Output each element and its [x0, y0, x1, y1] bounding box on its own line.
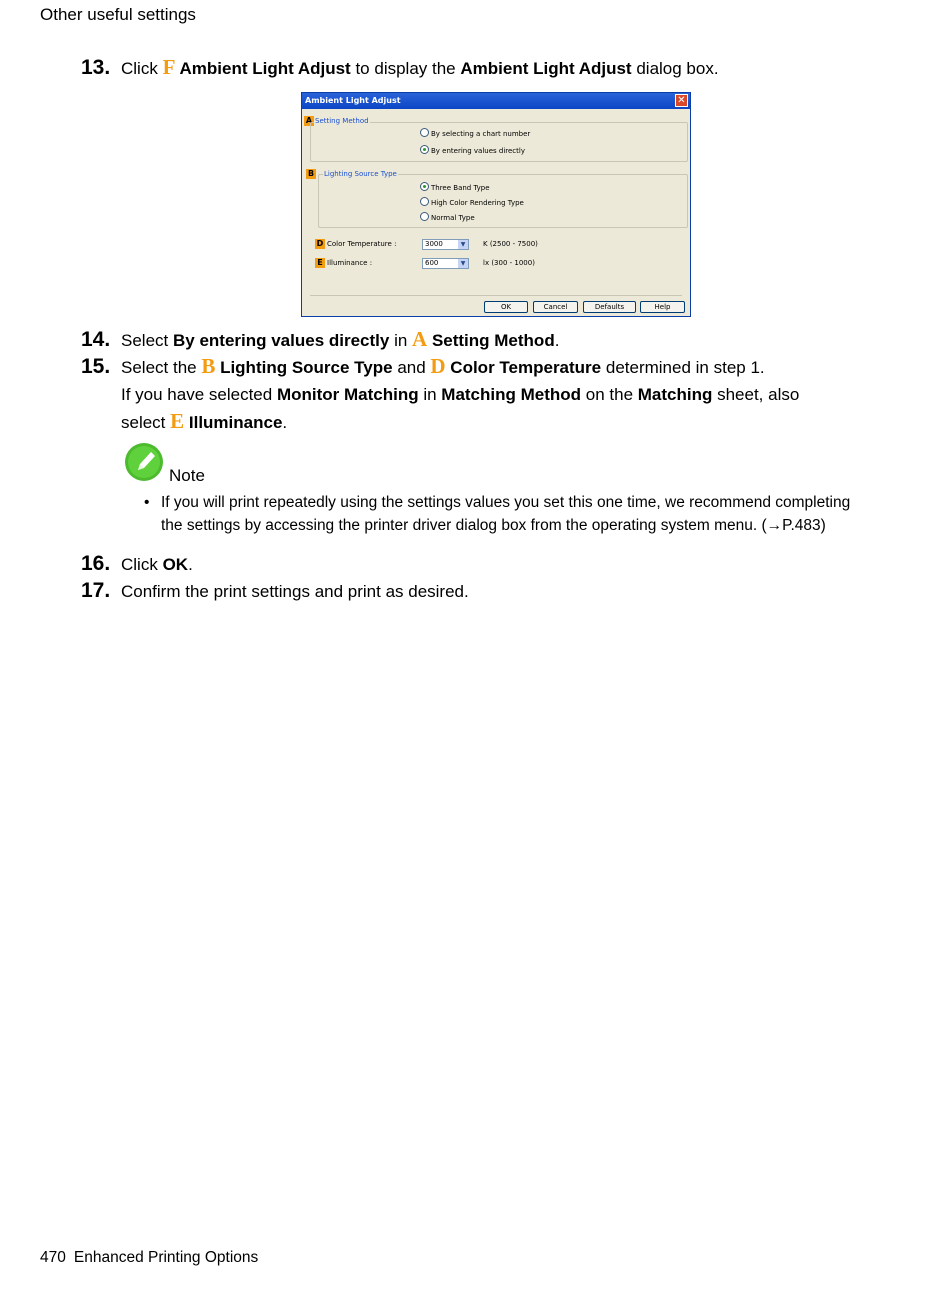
page-header: Other useful settings — [40, 5, 196, 24]
step-text: Click — [121, 59, 163, 78]
radio-icon — [420, 128, 429, 137]
step-number: 17. — [81, 579, 111, 602]
note-bullet — [144, 491, 850, 537]
color-temperature-label: Color Temperature : — [327, 240, 397, 248]
step-number: 15. — [81, 355, 111, 378]
radio-label: Normal Type — [431, 214, 475, 222]
illuminance-label: Illuminance : — [327, 259, 373, 267]
select-value: 3000 — [425, 240, 443, 248]
step-text: Confirm the print settings and print as desired. — [121, 582, 469, 601]
marker-b: B — [307, 169, 315, 178]
step-number: 13. — [81, 56, 111, 79]
radio-icon — [420, 212, 429, 221]
step-text: and — [392, 358, 431, 377]
bold-term: Matching — [637, 385, 713, 404]
select-value: 600 — [425, 259, 439, 267]
step-text: in — [389, 331, 413, 350]
page-number: 470 — [40, 1249, 66, 1266]
step-text: If you have selected — [121, 385, 277, 404]
radio-chart-number[interactable] — [420, 128, 530, 139]
bold-term: Illuminance — [184, 413, 283, 432]
note-text-line-2: the settings by accessing the printer driver dialog box from the operating system menu. (→P.483) — [161, 517, 826, 534]
illuminance-range: lx (300 - 1000) — [483, 259, 535, 267]
step-text: Click — [121, 555, 163, 574]
note-pencil-icon — [124, 442, 164, 482]
step-text: select — [121, 413, 171, 432]
chevron-down-icon: ▼ — [458, 259, 468, 268]
note-label: Note — [169, 466, 205, 485]
step-15-continuation-2 — [121, 408, 287, 436]
step-text: . — [188, 555, 193, 574]
note-text-line-1: If you will print repeatedly using the settings values you set this one time, we recommend completing — [161, 494, 851, 511]
step-text: . — [554, 331, 560, 350]
bold-term: By entering values directly — [172, 331, 390, 350]
footer-section: Enhanced Printing Options — [73, 1249, 259, 1266]
step-14 — [81, 326, 559, 354]
radio-three-band[interactable] — [420, 182, 490, 193]
cancel-button[interactable]: Cancel — [533, 301, 578, 313]
radio-selected-icon — [420, 145, 429, 154]
marker-letter: E — [170, 409, 185, 433]
step-16 — [81, 550, 193, 578]
step-17 — [81, 577, 469, 605]
marker-e: E — [315, 258, 325, 268]
step-text: Select — [121, 331, 173, 350]
radio-label: By selecting a chart number — [431, 130, 531, 138]
dialog-title: Ambient Light Adjust — [305, 96, 401, 105]
step-number: 16. — [81, 552, 111, 575]
marker-a: A — [305, 116, 313, 125]
step-text: determined in step 1. — [601, 358, 765, 377]
radio-selected-icon — [420, 182, 429, 191]
step-text: Select the — [121, 358, 202, 377]
step-15-continuation — [121, 381, 799, 408]
radio-label: High Color Rendering Type — [431, 199, 524, 207]
radio-entering-values[interactable] — [420, 145, 525, 156]
color-temperature-select[interactable] — [422, 239, 469, 250]
help-button[interactable]: Help — [640, 301, 685, 313]
marker-letter: A — [412, 327, 428, 351]
radio-label: Three Band Type — [431, 184, 490, 192]
step-13 — [81, 54, 719, 82]
step-number: 14. — [81, 328, 111, 351]
close-icon[interactable]: ✕ — [675, 94, 688, 107]
dialog-titlebar — [302, 93, 690, 109]
divider — [310, 295, 682, 296]
step-text: on the — [581, 385, 638, 404]
marker-letter: D — [430, 354, 446, 378]
step-text: dialog box. — [631, 59, 719, 78]
radio-label: By entering values directly — [431, 147, 525, 155]
bold-term: Setting Method — [427, 331, 555, 350]
step-text: in — [418, 385, 442, 404]
bullet-mark: • — [144, 494, 150, 511]
setting-method-label: Setting Method — [315, 117, 369, 125]
bold-term: Ambient Light Adjust — [460, 59, 632, 78]
color-temperature-range: K (2500 - 7500) — [483, 240, 538, 248]
lighting-source-label: Lighting Source Type — [324, 170, 397, 178]
page-footer — [40, 1249, 258, 1267]
bold-term: Lighting Source Type — [215, 358, 393, 377]
chevron-down-icon: ▼ — [458, 240, 468, 249]
radio-normal-type[interactable] — [420, 212, 475, 223]
marker-d: D — [316, 239, 324, 248]
ok-button[interactable]: OK — [484, 301, 528, 313]
radio-high-color[interactable] — [420, 197, 524, 208]
illuminance-select[interactable] — [422, 258, 469, 269]
step-text: . — [282, 413, 288, 432]
ambient-light-adjust-dialog — [301, 92, 691, 317]
marker-letter: B — [201, 354, 216, 378]
radio-icon — [420, 197, 429, 206]
step-text: to display the — [350, 59, 461, 78]
marker-letter: F — [162, 55, 176, 79]
bold-term: Monitor Matching — [276, 385, 419, 404]
bold-term: Matching Method — [441, 385, 582, 404]
defaults-button[interactable]: Defaults — [583, 301, 636, 313]
step-text: sheet, also — [712, 385, 800, 404]
bold-term: Ambient Light Adjust — [175, 59, 351, 78]
bold-term: OK — [162, 555, 189, 574]
step-15 — [81, 353, 765, 381]
bold-term: Color Temperature — [445, 358, 602, 377]
